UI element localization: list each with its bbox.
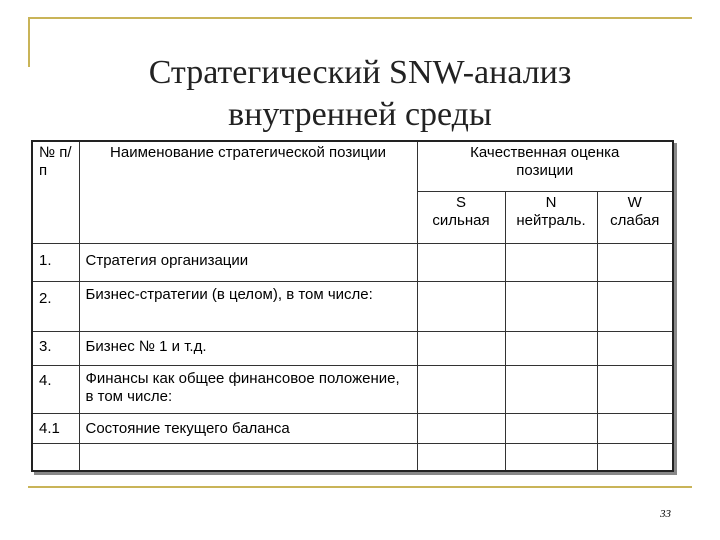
row-number: 4. bbox=[32, 365, 79, 413]
title-line-2: внутренней среды bbox=[228, 96, 492, 133]
row-s-cell bbox=[417, 443, 505, 471]
row-number: 1. bbox=[32, 243, 79, 281]
header-w-label: слабая bbox=[610, 211, 660, 229]
row-name: Состояние текущего баланса bbox=[79, 413, 417, 443]
header-s-label: сильная bbox=[432, 211, 490, 229]
row-s-cell bbox=[417, 281, 505, 331]
row-w-cell bbox=[597, 243, 673, 281]
header-name: Наименование стратегической позиции bbox=[79, 141, 417, 243]
row-s-cell bbox=[417, 243, 505, 281]
row-name: Стратегия организации bbox=[79, 243, 417, 281]
header-number: № п/п bbox=[32, 141, 79, 243]
row-name bbox=[79, 443, 417, 471]
header-w-cell bbox=[597, 191, 673, 243]
page-number: 33 bbox=[660, 508, 671, 520]
header-row-1 bbox=[32, 141, 673, 191]
decorative-bottom-line bbox=[28, 486, 692, 488]
row-w-cell bbox=[597, 281, 673, 331]
header-n: N bbox=[545, 193, 557, 211]
row-n-cell bbox=[505, 243, 597, 281]
decorative-top-line bbox=[28, 17, 692, 19]
decorative-left-line bbox=[28, 17, 30, 67]
snw-table bbox=[31, 140, 674, 472]
row-s-cell bbox=[417, 365, 505, 413]
row-number bbox=[32, 443, 79, 471]
table-row bbox=[32, 243, 673, 281]
table-row bbox=[32, 413, 673, 443]
header-n-label: нейтраль. bbox=[516, 211, 586, 229]
row-w-cell bbox=[597, 443, 673, 471]
table-row bbox=[32, 365, 673, 413]
row-number: 4.1 bbox=[32, 413, 79, 443]
row-w-cell bbox=[597, 365, 673, 413]
table-row bbox=[32, 281, 673, 331]
row-n-cell bbox=[505, 413, 597, 443]
row-number: 2. bbox=[32, 281, 79, 331]
row-n-cell bbox=[505, 331, 597, 365]
header-w: W bbox=[627, 193, 642, 211]
row-w-cell bbox=[597, 331, 673, 365]
row-s-cell bbox=[417, 331, 505, 365]
row-n-cell bbox=[505, 365, 597, 413]
header-s: S bbox=[455, 193, 466, 211]
header-s-cell bbox=[417, 191, 505, 243]
header-n-cell bbox=[505, 191, 597, 243]
table-row bbox=[32, 331, 673, 365]
row-name: Бизнес-стратегии (в целом), в том числе: bbox=[79, 281, 417, 331]
row-n-cell bbox=[505, 281, 597, 331]
table-row bbox=[32, 443, 673, 471]
row-number: 3. bbox=[32, 331, 79, 365]
row-n-cell bbox=[505, 443, 597, 471]
slide-title bbox=[80, 52, 640, 136]
row-name: Бизнес № 1 и т.д. bbox=[79, 331, 417, 365]
row-name: Финансы как общее финансовое положение, в том числе: bbox=[79, 365, 417, 413]
row-w-cell bbox=[597, 413, 673, 443]
row-s-cell bbox=[417, 413, 505, 443]
header-assessment: Качественная оценка позиции bbox=[417, 141, 673, 191]
title-line-1: Стратегический SNW-анализ bbox=[148, 54, 572, 91]
